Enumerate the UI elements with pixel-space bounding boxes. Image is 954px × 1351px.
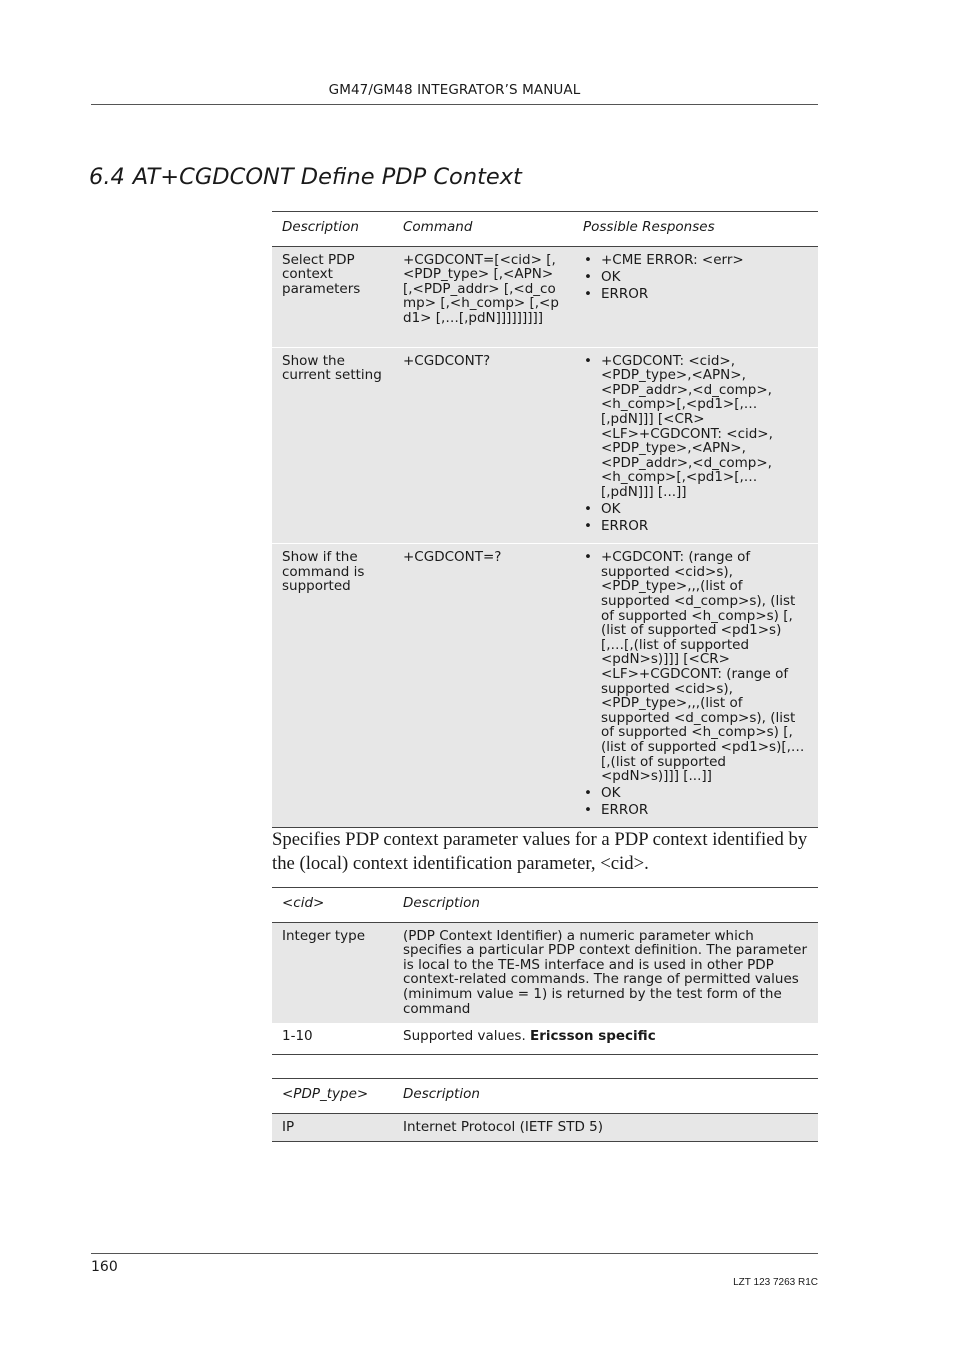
header-description: Description [403,895,480,911]
running-header: GM47/GM48 INTEGRATOR’S MANUAL [328,82,581,98]
document-id: LZT 123 7263 R1C [733,1277,818,1288]
intro-paragraph: Specifies PDP context parameter values for a PDP context identified by the (local) context identification parameter, <cid>. [272,829,808,874]
footer-divider [91,1253,818,1254]
table-row [272,922,818,1023]
header-command: Command [403,219,473,235]
row-responses [573,246,818,347]
table-row [272,544,818,828]
pdp-type-table-header [272,1079,818,1114]
header-pdp-type: <PDP_type> [282,1086,369,1102]
row-command: +CGDCONT=[<cid> [,<PDP_type> [,<APN> [,<PDP_addr> [,<d_comp> [,<h_comp> [,<pd1> [,…[,pdN]]]]]]]]] [403,251,559,326]
response-item: • OK [583,502,808,517]
response-item: • OK [583,270,808,285]
row-command: +CGDCONT=? [403,549,502,566]
header-possible-responses: Possible Responses [583,219,715,235]
param-value: IP [282,1118,295,1135]
response-item: • ERROR [583,287,808,302]
response-item: • ERROR [583,519,808,534]
section-title [89,164,522,190]
param-description-text: Supported values. [403,1028,526,1045]
row-responses [573,544,818,828]
row-command: +CGDCONT? [403,352,491,369]
command-table [272,211,818,828]
section-number: 6.4 [89,164,125,190]
command-table-header [272,212,818,247]
param-value: Integer type [282,927,366,944]
section-title-text: AT+CGDCONT Define PDP Context [132,164,522,190]
response-item: • +CME ERROR: <err> [583,253,808,268]
page-number: 160 [91,1259,118,1275]
table-row [272,1023,818,1054]
param-value: 1-10 [282,1028,313,1045]
ericsson-specific-label: Ericsson specific [530,1028,656,1045]
cid-table-header [272,888,818,923]
header-cid: <cid> [282,895,325,911]
header-description: Description [403,1086,480,1102]
response-item: • OK [583,786,808,801]
row-description: Show the current setting [282,352,382,384]
response-item: • +CGDCONT: <cid>, <PDP_type>,<APN>, <PDP_addr>,<d_comp>, <h_comp>[,<pd1>[,…[,pdN]]] [<CR><LF>+CGDCONT: <cid>, <PDP_type>,<APN>, <PDP_addr>,<d_comp>, <h_comp>[,<pd1>[,…[,pdN]]] [...]] [583,354,808,500]
param-description: Internet Protocol (IETF STD 5) [403,1118,604,1135]
header-divider [91,104,818,105]
row-description: Select PDP context parameters [282,251,361,297]
header-description: Description [282,219,359,235]
table-row [272,1113,818,1142]
table-row [272,246,818,347]
param-description: (PDP Context Identifier) a numeric parameter which specifies a particular PDP context definition. The parameter is local to the TE-MS interface and is used in other PDP context-related commands. The range of permitted values (minimum value = 1) is returned by the test form of the command [403,927,807,1017]
response-item: • +CGDCONT: (range of supported <cid>s), <PDP_type>,,,(list of supported <d_comp>s), (list of supported <h_comp>s) [,(list of supported <pd1>s) [,…[,(list of supported <pdN>s)]]] [<CR><LF>+CGDCONT: (range of supported <cid>s), <PDP_type>,,,(list of supported <d_comp>s), (list of supported <h_comp>s) [,(list of supported <pd1>s)[,…[,(list of supported <pdN>s)]]] [...]] [583,550,808,784]
param-description [393,1023,818,1054]
response-item: • ERROR [583,803,808,818]
row-description: Show if the command is supported [282,549,365,595]
row-responses [573,347,818,544]
cid-parameter-table [272,887,818,1055]
pdp-type-parameter-table [272,1078,818,1142]
table-row [272,347,818,544]
